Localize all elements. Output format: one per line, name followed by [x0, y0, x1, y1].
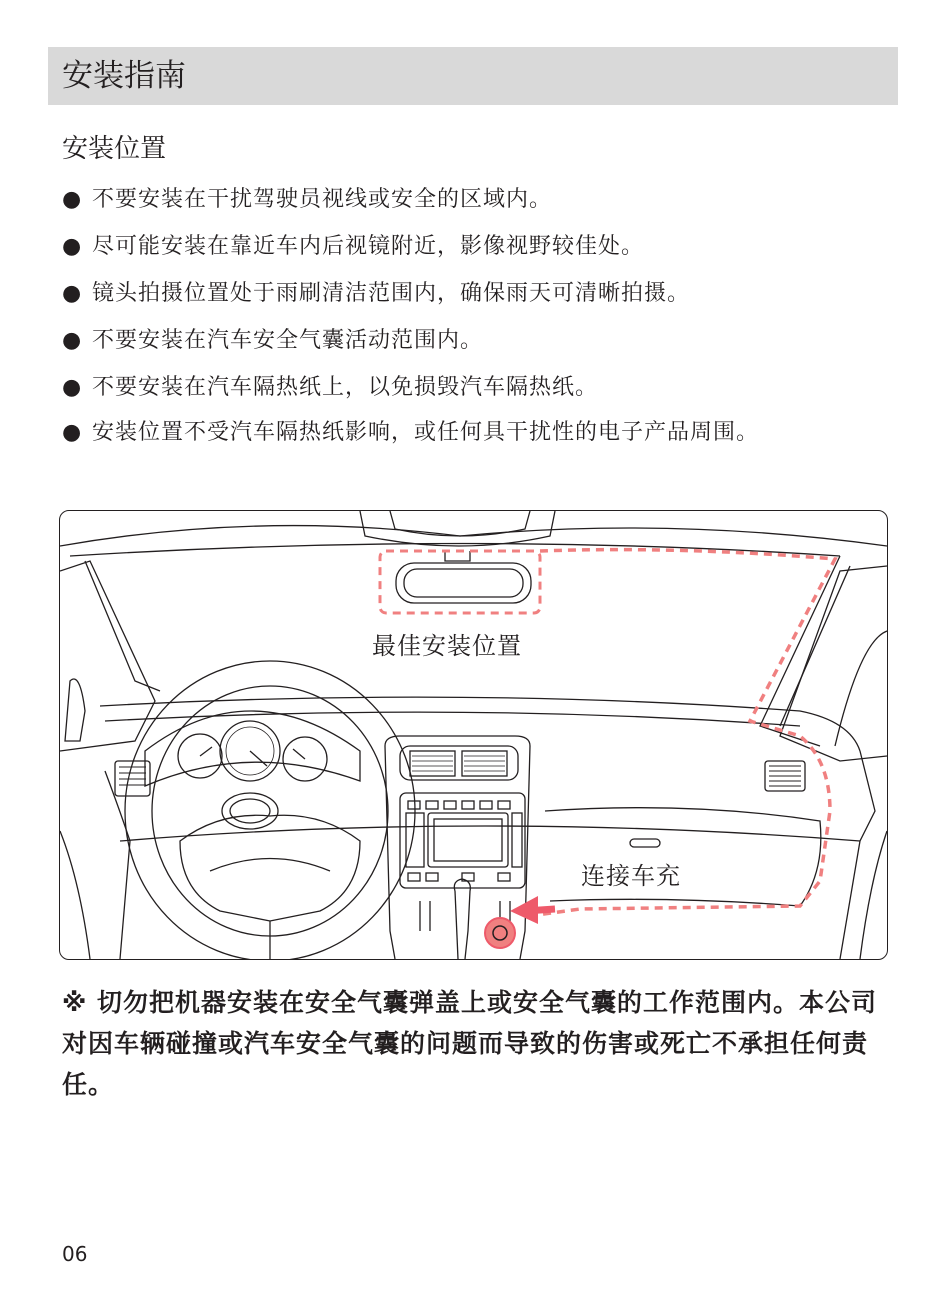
- list-item: ● 尽可能安装在靠近车内后视镜附近，影像视野较佳处。: [62, 228, 892, 266]
- bullet-icon: ●: [62, 187, 83, 212]
- bullet-icon: ●: [62, 420, 83, 445]
- bullet-icon: ●: [62, 281, 83, 306]
- list-item: ● 不要安装在汽车隔热纸上，以免损毁汽车隔热纸。: [62, 369, 892, 407]
- list-item: ● 安装位置不受汽车隔热纸影响，或任何具干扰性的电子产品周围。: [62, 416, 892, 450]
- bullet-icon: ●: [62, 375, 83, 400]
- page-title: 安装指南: [62, 58, 186, 94]
- installation-tips-list: [62, 181, 892, 459]
- list-item: ● 不要安装在汽车安全气囊活动范围内。: [62, 322, 892, 360]
- section-header-bar: [48, 47, 898, 105]
- bullet-icon: ●: [62, 234, 83, 259]
- safety-warning: ※ 切勿把机器安装在安全气囊弹盖上或安全气囊的工作范围内。本公司对因车辆碰撞或汽车安全气囊的问题而导致的伤害或死亡不承担任何责任。: [62, 988, 878, 1099]
- section-title: 安装位置: [62, 134, 167, 164]
- car-interior-drawing: [60, 511, 887, 959]
- page-number: 06: [62, 1242, 88, 1266]
- car-interior-illustration: [59, 510, 888, 960]
- best-position-label: 最佳安装位置: [372, 632, 522, 660]
- car-charger-label: 连接车充: [581, 862, 681, 890]
- list-item: ● 不要安装在干扰驾驶员视线或安全的区域内。: [62, 181, 892, 219]
- list-item: ● 镜头拍摄位置处于雨刷清洁范围内，确保雨天可清晰拍摄。: [62, 275, 892, 313]
- bullet-icon: ●: [62, 328, 83, 353]
